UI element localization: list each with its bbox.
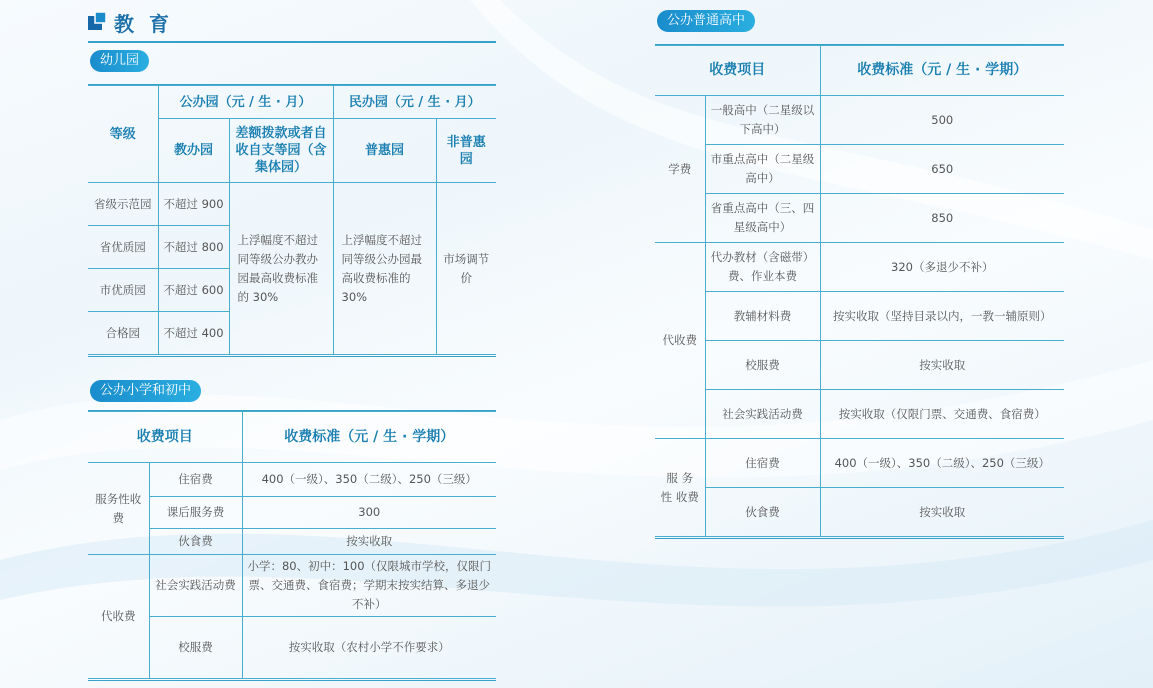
item-value: 按实收取（坚持目录以内，一教一辅原则）: [820, 292, 1064, 341]
grade-cell: 省优质园: [88, 226, 158, 269]
cat-tuition: 学费: [655, 96, 705, 243]
fee-cell: 不超过 400: [158, 312, 229, 355]
grade-cell: 市优质园: [88, 269, 158, 312]
item-value: 300: [242, 497, 496, 529]
item-name: 课后服务费: [149, 497, 242, 529]
market-note: 市场调节价: [436, 183, 496, 355]
grade-cell: 合格园: [88, 312, 158, 355]
item-value: 按实收取（仅限门票、交通费、食宿费）: [820, 390, 1064, 439]
hdr-std: 收费标准（元 / 生 · 学期）: [820, 46, 1064, 96]
item-value: 按实收取: [242, 529, 496, 555]
item-name: 市重点高中（二星级高中）: [705, 145, 820, 194]
hdr-diff: 差额拨款或者自收自支等园（含集体园）: [229, 119, 333, 183]
fee-cell: 不超过 600: [158, 269, 229, 312]
item-name: 社会实践活动费: [149, 555, 242, 617]
item-name: 省重点高中（三、四星级高中）: [705, 194, 820, 243]
hdr-non-puhui: 非普惠园: [436, 119, 496, 183]
grade-cell: 省级示范园: [88, 183, 158, 226]
section-divider: [88, 41, 496, 43]
item-name: 住宿费: [705, 439, 820, 488]
hdr-edu-run: 教办园: [158, 119, 229, 183]
cat-service: 服务性收费: [88, 463, 149, 555]
item-value: 400（一级）、350（二级）、250（三级）: [242, 463, 496, 497]
item-name: 一般高中（二星级以下高中）: [705, 96, 820, 145]
item-value: 650: [820, 145, 1064, 194]
item-name: 代办教材（含磁带）费、作业本费: [705, 243, 820, 292]
hdr-private: 民办园（元 / 生 · 月）: [333, 86, 496, 119]
item-name: 住宿费: [149, 463, 242, 497]
item-value: 500: [820, 96, 1064, 145]
item-name: 教辅材料费: [705, 292, 820, 341]
cat-agency: 代收费: [655, 243, 705, 439]
section-title: 教 育: [114, 12, 173, 36]
item-name: 校服费: [149, 617, 242, 679]
high-pill: 公办普通高中: [657, 10, 755, 32]
item-value: 小学：80、初中：100（仅限城市学校，仅限门票、交通费、食宿费；学期末按实结算、多退少不补）: [242, 555, 496, 617]
item-value: 按实收取: [820, 341, 1064, 390]
hdr-public: 公办园（元 / 生 · 月）: [158, 86, 333, 119]
hdr-grade: 等级: [88, 86, 158, 183]
fee-cell: 不超过 900: [158, 183, 229, 226]
kindergarten-table: [88, 84, 496, 357]
cat-agency: 代收费: [88, 555, 149, 679]
item-value: 850: [820, 194, 1064, 243]
item-name: 伙食费: [149, 529, 242, 555]
item-name: 校服费: [705, 341, 820, 390]
hdr-std: 收费标准（元 / 生 · 学期）: [242, 412, 496, 463]
cat-service: 服 务 性 收费: [655, 439, 705, 537]
item-value: 320（多退少不补）: [820, 243, 1064, 292]
fee-cell: 不超过 800: [158, 226, 229, 269]
hdr-item: 收费项目: [655, 46, 820, 96]
section-square-icon: [88, 12, 106, 30]
kindergarten-pill: 幼儿园: [90, 50, 149, 72]
item-value: 按实收取: [820, 488, 1064, 537]
hdr-puhui: 普惠园: [333, 119, 436, 183]
item-name: 伙食费: [705, 488, 820, 537]
item-value: 按实收取（农村小学不作要求）: [242, 617, 496, 679]
primary-table: [88, 410, 496, 681]
item-value: 400（一级）、350（二级）、250（三级）: [820, 439, 1064, 488]
item-name: 社会实践活动费: [705, 390, 820, 439]
hdr-item: 收费项目: [88, 412, 242, 463]
high-table: [655, 44, 1064, 539]
diff-note: 上浮幅度不超过同等级公办教办园最高收费标准的 30%: [229, 183, 333, 355]
puhui-note: 上浮幅度不超过同等级公办园最高收费标准的 30%: [333, 183, 436, 355]
primary-pill: 公办小学和初中: [90, 380, 201, 402]
